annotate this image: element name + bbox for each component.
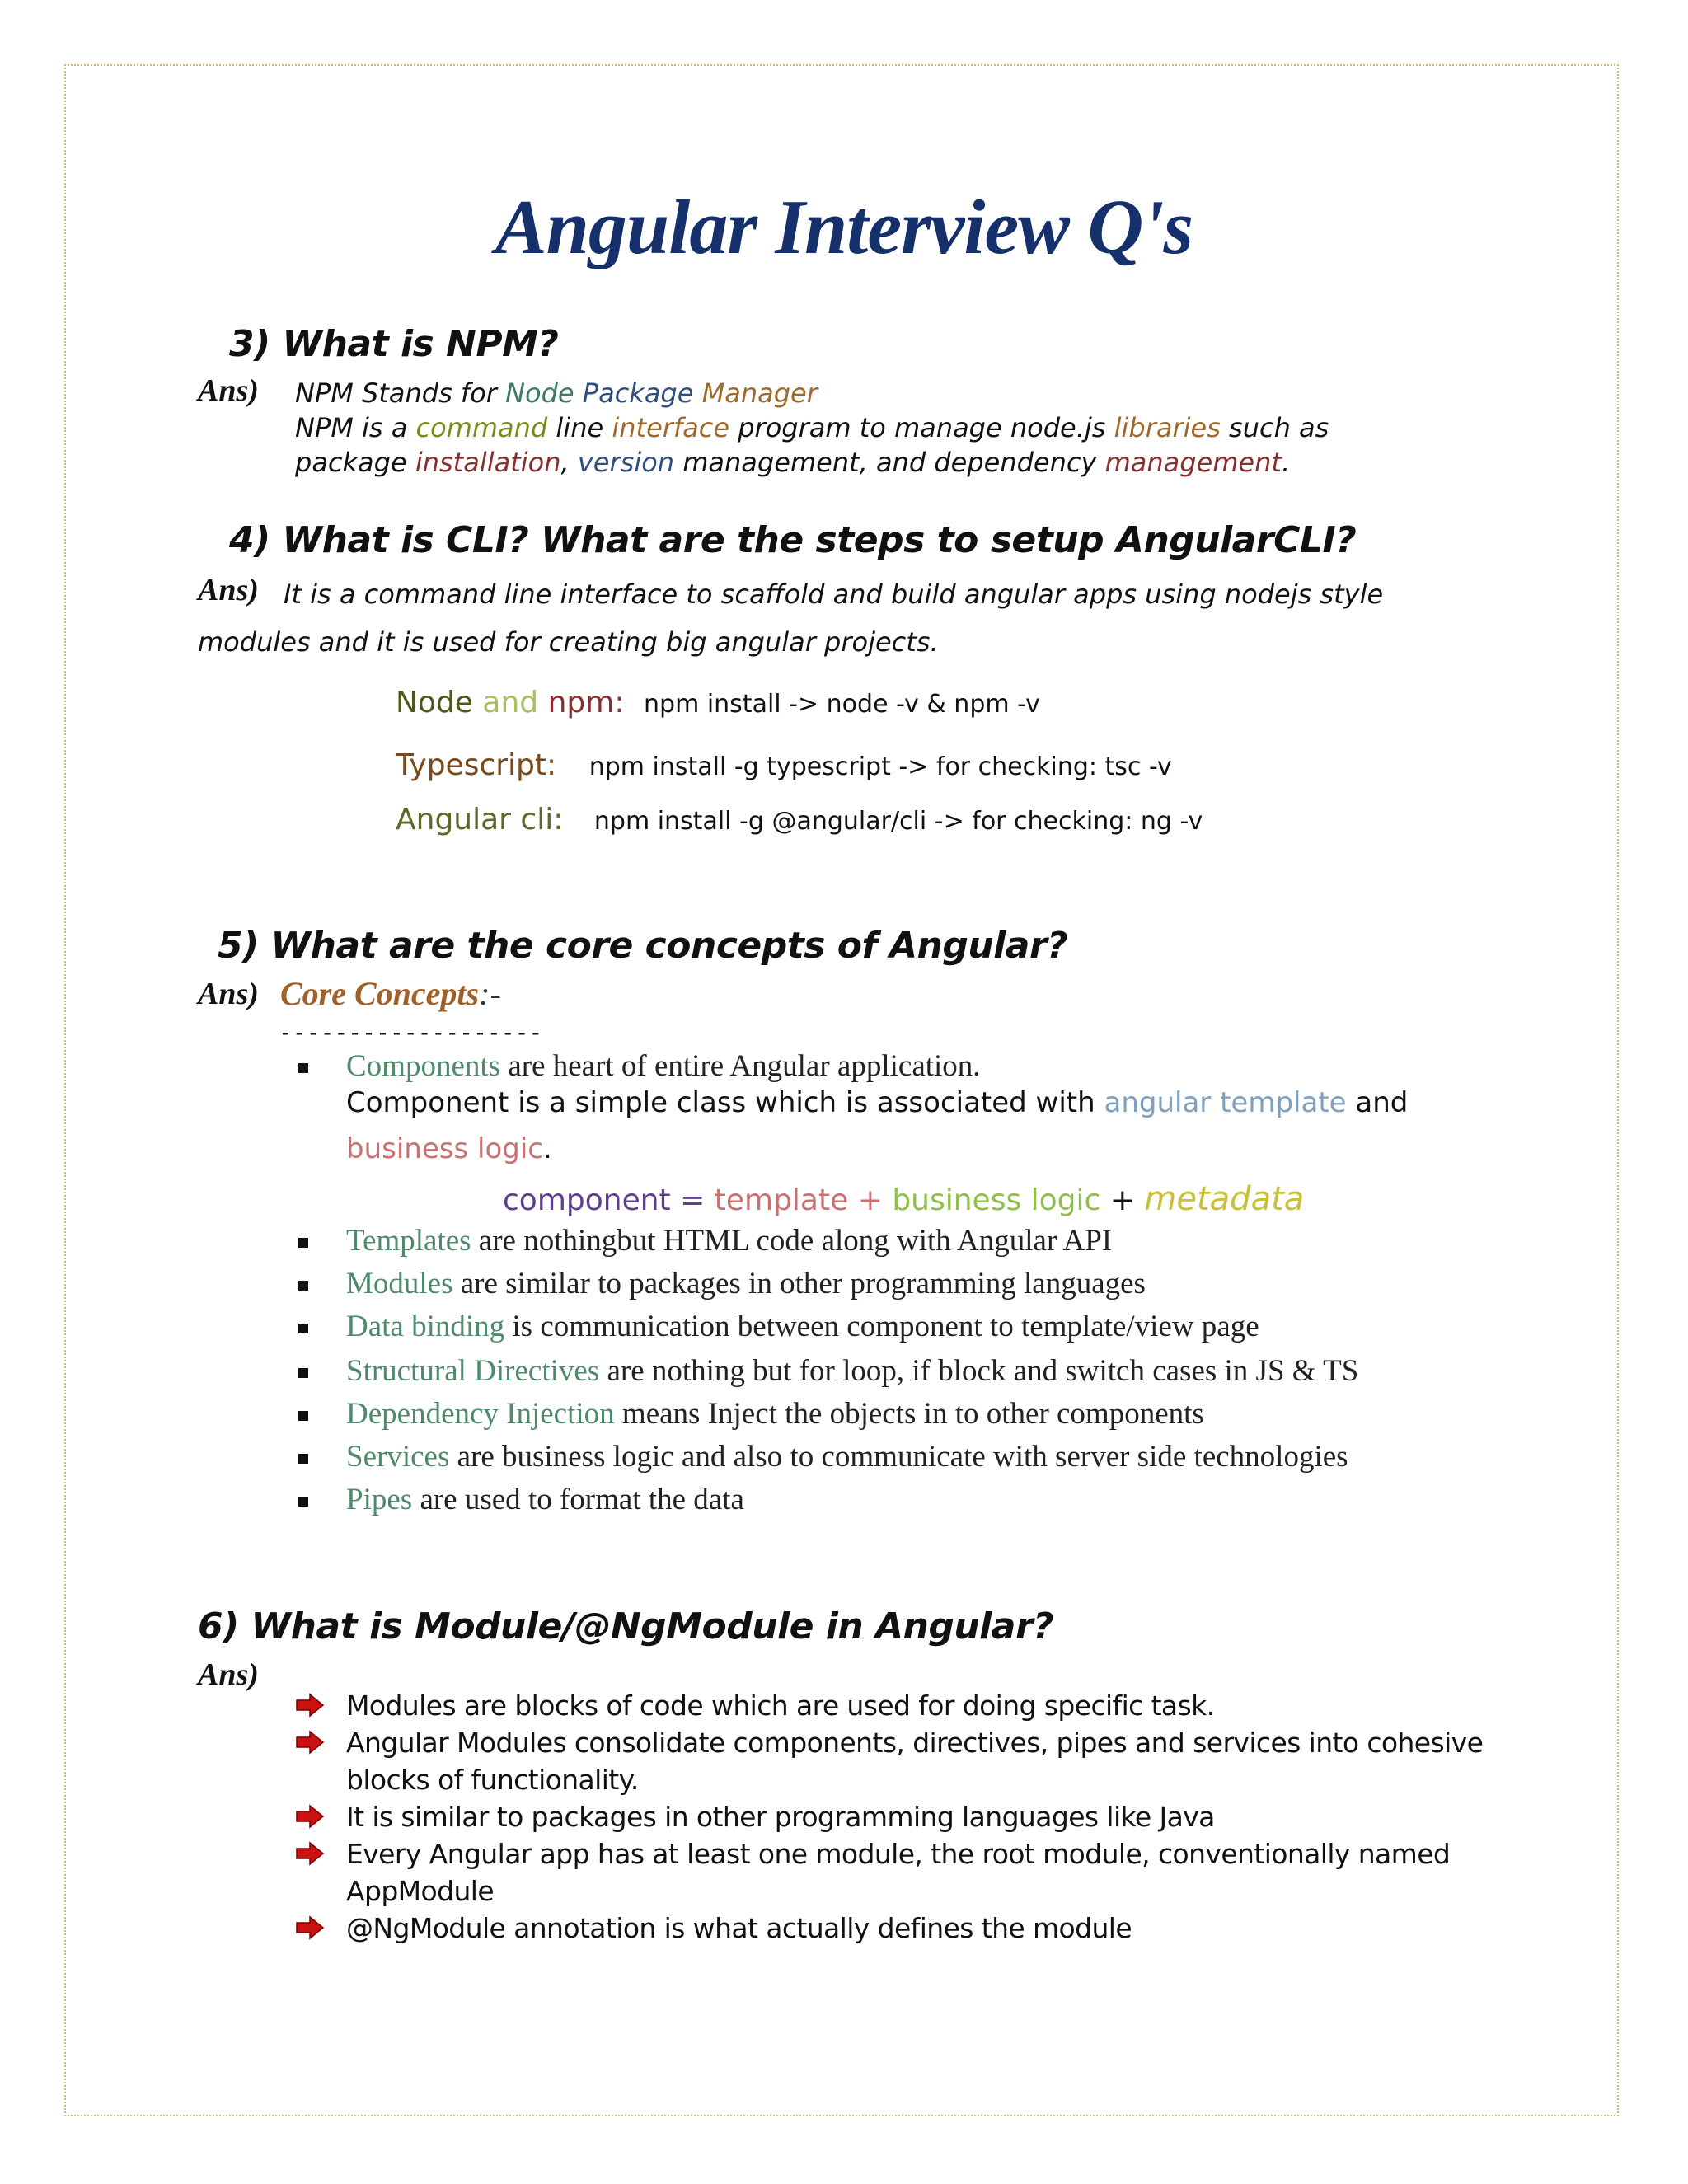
q3-line-1: NPM Stands for Node Package Manager xyxy=(295,377,818,409)
concept-item xyxy=(346,1439,1348,1474)
square-bullet-icon xyxy=(298,1411,308,1421)
concept-term: Structural Directives xyxy=(346,1354,600,1388)
module-point-line: blocks of functionality. xyxy=(346,1764,639,1796)
concept-term: Pipes xyxy=(346,1483,413,1516)
q3-line-2: NPM is a command line interface program to manage node.js libraries such as xyxy=(295,412,1329,443)
question-6: 6) What is Module/@NgModule in Angular? xyxy=(198,1605,1054,1647)
concept-term: Dependency Injection xyxy=(346,1397,615,1431)
concept-item xyxy=(346,1353,1358,1389)
module-point-line: @NgModule annotation is what actually defines the module xyxy=(346,1912,1132,1944)
concept-term: Data binding xyxy=(346,1310,505,1343)
concept-text: are business logic and also to communicate with server side technologies xyxy=(449,1440,1348,1474)
concept-item xyxy=(346,1309,1259,1344)
q4-line-2: modules and it is used for creating big angular projects. xyxy=(198,626,939,658)
component-description-line-2: business logic. xyxy=(346,1132,552,1165)
red-arrow-icon xyxy=(295,1804,325,1829)
core-concepts-heading: Core Concepts:- xyxy=(280,975,501,1012)
module-point-line: Angular Modules consolidate components, directives, pipes and services into cohesive xyxy=(346,1727,1484,1759)
cli-step-node: Node and npm: npm install -> node -v & npm -v xyxy=(396,686,1040,719)
square-bullet-icon xyxy=(298,1281,308,1291)
q3-line-3: package installation, version management, and dependency management. xyxy=(295,447,1291,478)
concept-text: are used to format the data xyxy=(412,1483,744,1516)
concept-text: are nothing but for loop, if block and switch cases in JS & TS xyxy=(599,1354,1359,1388)
square-bullet-icon xyxy=(298,1454,308,1464)
red-arrow-icon xyxy=(295,1841,325,1866)
module-point-line: AppModule xyxy=(346,1875,495,1907)
concept-item xyxy=(346,1482,744,1517)
concept-term: Modules xyxy=(346,1267,453,1301)
answer-label-4: Ans) xyxy=(198,573,259,607)
square-bullet-icon xyxy=(298,1063,308,1073)
red-arrow-icon xyxy=(295,1915,325,1940)
component-description-line-1: Component is a simple class which is associated with angular template and xyxy=(346,1086,1409,1119)
concept-components: Components are heart of entire Angular application. xyxy=(346,1049,981,1083)
concept-text: is communication between component to template/view page xyxy=(504,1310,1259,1343)
question-4: 4) What is CLI? What are the steps to setup AngularCLI? xyxy=(229,519,1357,561)
concept-text: means Inject the objects in to other components xyxy=(614,1397,1204,1431)
module-point-line: Modules are blocks of code which are used for doing specific task. xyxy=(346,1690,1215,1722)
concept-item xyxy=(346,1396,1204,1432)
concept-item xyxy=(346,1223,1112,1258)
module-point-line: It is similar to packages in other programming languages like Java xyxy=(346,1801,1215,1833)
square-bullet-icon xyxy=(298,1368,308,1378)
red-arrow-icon xyxy=(295,1730,325,1755)
page-title: Angular Interview Q's xyxy=(495,185,1193,270)
answer-label-3: Ans) xyxy=(198,373,259,408)
answer-label-6: Ans) xyxy=(198,1657,259,1692)
red-arrow-icon xyxy=(295,1693,325,1718)
answer-label-5: Ans) xyxy=(198,977,259,1011)
dash-separator: ------------------- xyxy=(279,1019,543,1046)
component-formula: component = template + business logic + metadata xyxy=(503,1180,1305,1218)
q4-line-1: It is a command line interface to scaffold and build angular apps using nodejs style xyxy=(284,579,1384,610)
square-bullet-icon xyxy=(298,1238,308,1248)
cli-step-angular-cli: Angular cli: npm install -g @angular/cli -> for checking: ng -v xyxy=(396,803,1203,837)
square-bullet-icon xyxy=(298,1324,308,1333)
concept-text: are nothingbut HTML code along with Angular API xyxy=(471,1224,1113,1258)
concept-item xyxy=(346,1266,1146,1301)
concept-term: Templates xyxy=(346,1224,471,1258)
question-3: 3) What is NPM? xyxy=(229,323,559,365)
question-5: 5) What are the core concepts of Angular? xyxy=(218,925,1068,967)
square-bullet-icon xyxy=(298,1497,308,1507)
cli-step-typescript: Typescript: npm install -g typescript -> for checking: tsc -v xyxy=(396,748,1172,782)
concept-term: Services xyxy=(346,1440,450,1474)
concept-text: are similar to packages in other programming languages xyxy=(452,1267,1146,1301)
module-point-line: Every Angular app has at least one module, the root module, conventionally named xyxy=(346,1838,1451,1870)
